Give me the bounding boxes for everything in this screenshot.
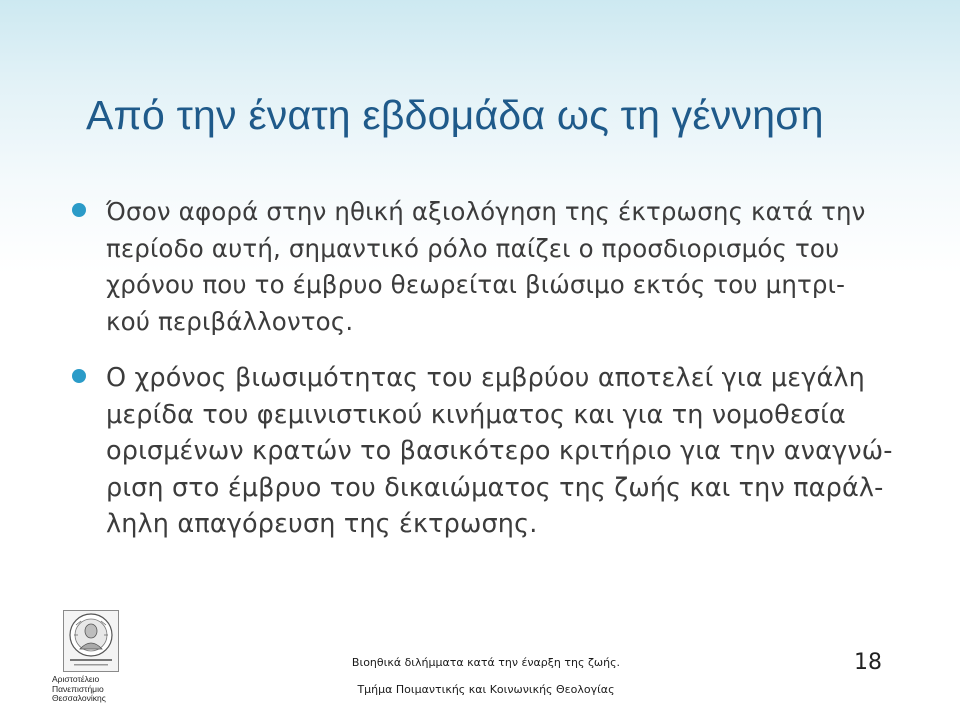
bullet-2-line: ληλη απαγόρευση της έκτρωσης. xyxy=(106,509,538,539)
institution-name xyxy=(52,675,142,704)
bullet-2-line: ριση στο έμβρυο του δικαιώματος της ζωής και την παράλ- xyxy=(106,472,884,503)
bullet-list xyxy=(72,194,892,563)
bullet-item-2 xyxy=(72,360,892,543)
bullet-1-line: κού περιβάλλοντος. xyxy=(106,306,354,336)
institution-name-line: Αριστοτέλειο xyxy=(52,674,100,684)
slide-title: Από την ένατη εβδομάδα ως τη γέννηση xyxy=(86,92,824,138)
page-number: 18 xyxy=(854,650,882,675)
bullet-item-1 xyxy=(72,194,892,340)
slide-footer xyxy=(336,656,636,696)
bullet-text-1 xyxy=(106,194,892,340)
footer-department: Τμήμα Ποιμαντικής και Κοινωνικής Θεολογίας xyxy=(357,683,615,696)
footer-course-title: Βιοηθικά διλήμματα κατά την έναρξη της ζωής. xyxy=(351,656,621,669)
bullet-text-2 xyxy=(106,360,892,543)
university-seal-icon xyxy=(63,610,119,672)
bullet-1-line: περίοδο αυτή, σημαντικό ρόλο παίζει ο προσδιορισμός του xyxy=(106,233,840,263)
bullet-2-line: μερίδα του φεμινιστικού κινήματος και για τη νομοθεσία xyxy=(106,399,846,430)
bullet-2-line: ορισμένων κρατών το βασικότερο κριτήριο για την αναγνώ- xyxy=(106,436,893,466)
bullet-1-line: Όσον αφορά στην ηθική αξιολόγηση της έκτρωσης κατά την xyxy=(106,197,866,226)
institution-logo xyxy=(52,610,142,704)
institution-name-line: Θεσσαλονίκης xyxy=(52,693,106,703)
institution-name-line: Πανεπιστήμιο xyxy=(52,683,104,694)
bullet-dot-icon xyxy=(72,203,86,217)
bullet-dot-icon xyxy=(72,369,86,383)
bullet-1-line: χρόνου που το έμβρυο θεωρείται βιώσιμο εκτός του μητρι- xyxy=(106,270,846,299)
bullet-2-line: Ο χρόνος βιωσιμότητας του εμβρύου αποτελεί για μεγάλη xyxy=(106,363,865,393)
